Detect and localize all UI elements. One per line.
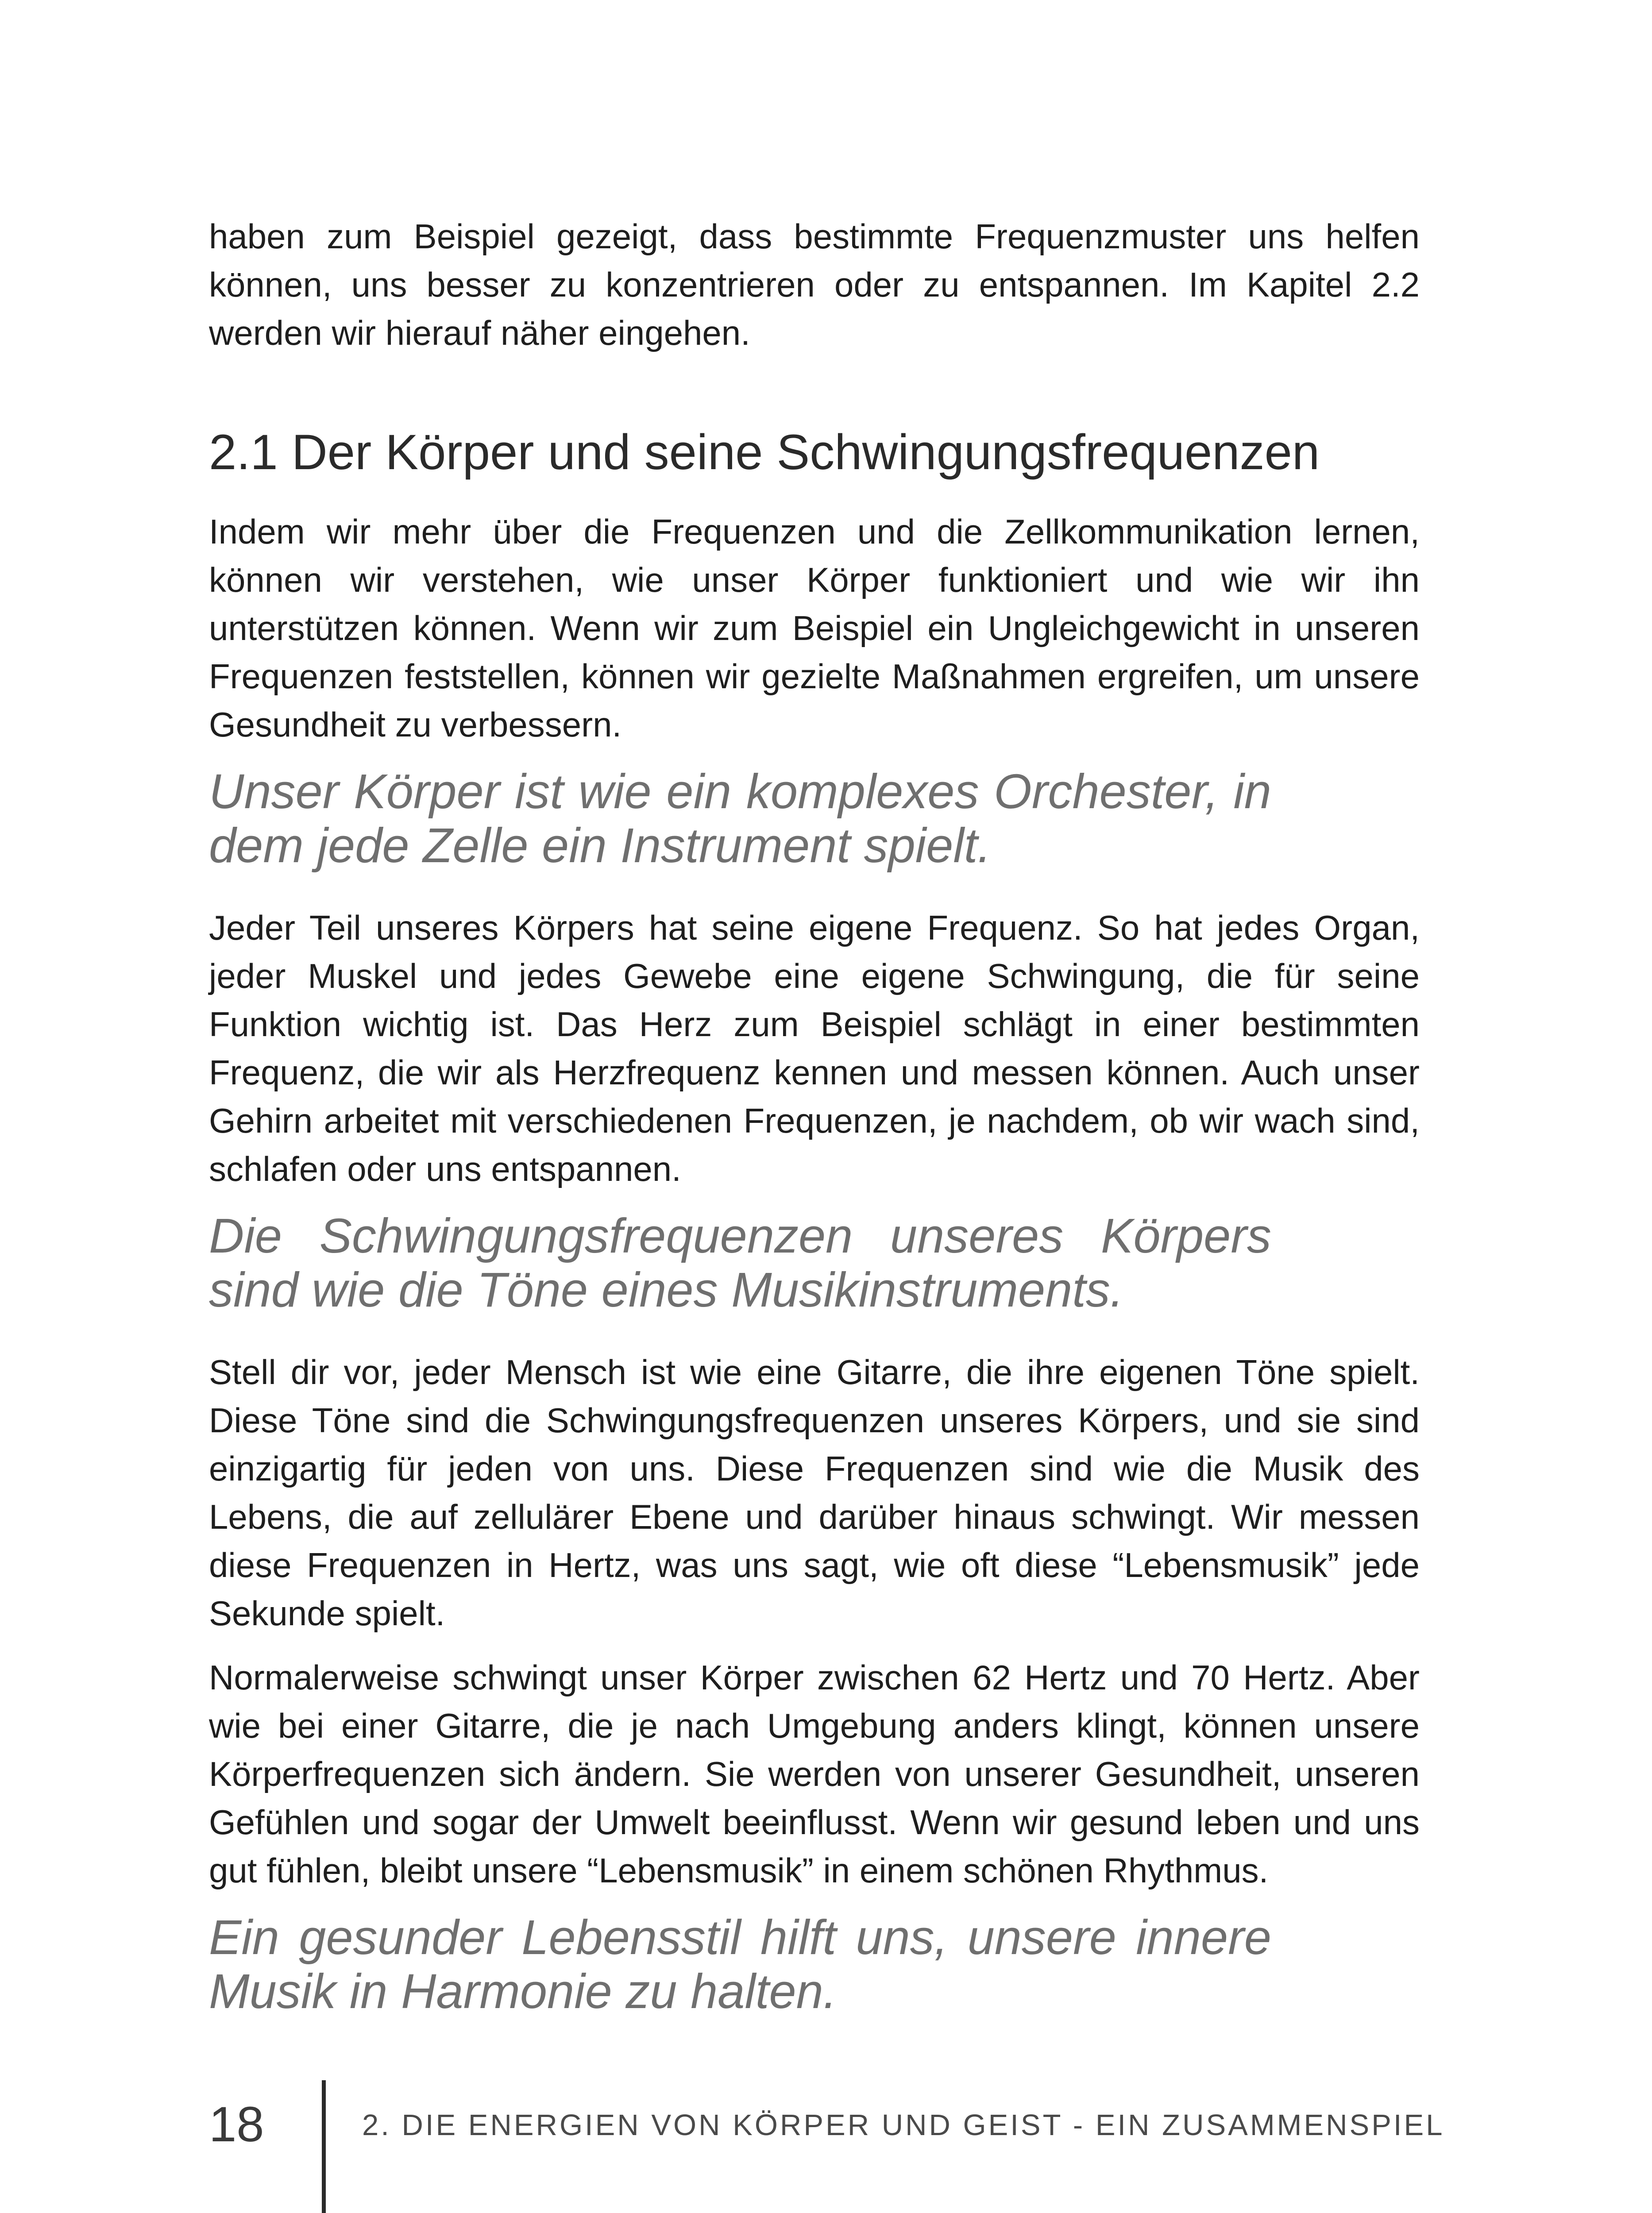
- pull-quote-1: [209, 765, 1271, 873]
- section-heading: 2.1 Der Körper und seine Schwingungsfrequenzen: [209, 424, 1320, 480]
- page-body: [209, 212, 1420, 2050]
- body-paragraph-3: Stell dir vor, jeder Mensch ist wie eine Gitarre, die ihre eigenen Töne spielt. Diese Töne sind die Schwingungsfrequenzen unseres Körpers, und sie sind einzigartig für jeden von uns. Diese Frequenzen sind wie die Musik des Lebens, die auf zellulärer Ebene und darüber hinaus schwingt. Wir messen diese Frequenzen in Hertz, was uns sagt, wie oft diese “Lebensmusik” jede Sekunde spielt.: [209, 1353, 1420, 1633]
- pull-quote-3: [209, 1911, 1271, 2019]
- page-number: 18: [209, 2097, 264, 2152]
- pull-quote-3-line-2: Musik in Harmonie zu halten.: [209, 1964, 837, 2019]
- pull-quote-2: [209, 1209, 1271, 1317]
- pull-quote-1-line-1: Unser Körper ist wie ein komplexes Orchester, in: [209, 764, 1271, 819]
- intro-paragraph: haben zum Beispiel gezeigt, dass bestimmte Frequenzmuster uns helfen können, uns besser zu konzentrieren oder zu entspannen. Im Kapitel 2.2 werden wir hierauf näher eingehen.: [209, 217, 1420, 352]
- pull-quote-3-line-1: Ein gesunder Lebensstil hilft uns, unsere innere: [209, 1910, 1271, 1965]
- pull-quote-2-line-1: Die Schwingungsfrequenzen unseres Körpers: [209, 1209, 1271, 1263]
- body-paragraph-2: Jeder Teil unseres Körpers hat seine eigene Frequenz. So hat jedes Organ, jeder Muskel und jedes Gewebe eine eigene Schwingung, die für seine Funktion wichtig ist. Das Herz zum Beispiel schlägt in einer bestimmten Frequenz, die wir als Herzfrequenz kennen und messen können. Auch unser Gehirn arbeitet mit verschiedenen Frequenzen, je nachdem, ob wir wach sind, schlafen oder uns entspannen.: [209, 908, 1420, 1188]
- running-footer-chapter-title: 2. DIE ENERGIEN VON KÖRPER UND GEIST - EIN ZUSAMMENSPIEL: [362, 2109, 1445, 2142]
- pull-quote-2-line-2: sind wie die Töne eines Musikinstruments.: [209, 1263, 1124, 1317]
- body-paragraph-1: Indem wir mehr über die Frequenzen und die Zellkommunikation lernen, können wir verstehen, wie unser Körper funktioniert und wie wir ihn unterstützen können. Wenn wir zum Beispiel ein Ungleichgewicht in unseren Frequenzen feststellen, können wir gezielte Maßnahmen ergreifen, um unsere Gesundheit zu verbessern.: [209, 512, 1420, 744]
- footer-divider: [322, 2080, 326, 2213]
- body-paragraph-4: Normalerweise schwingt unser Körper zwischen 62 Hertz und 70 Hertz. Aber wie bei einer Gitarre, die je nach Umgebung anders klingt, können unsere Körperfrequenzen sich ändern. Sie werden von unserer Gesundheit, unseren Gefühlen und sogar der Umwelt beeinflusst. Wenn wir gesund leben und uns gut fühlen, bleibt unsere “Lebensmusik” in einem schönen Rhythmus.: [209, 1658, 1420, 1890]
- pull-quote-1-line-2: dem jede Zelle ein Instrument spielt.: [209, 818, 991, 873]
